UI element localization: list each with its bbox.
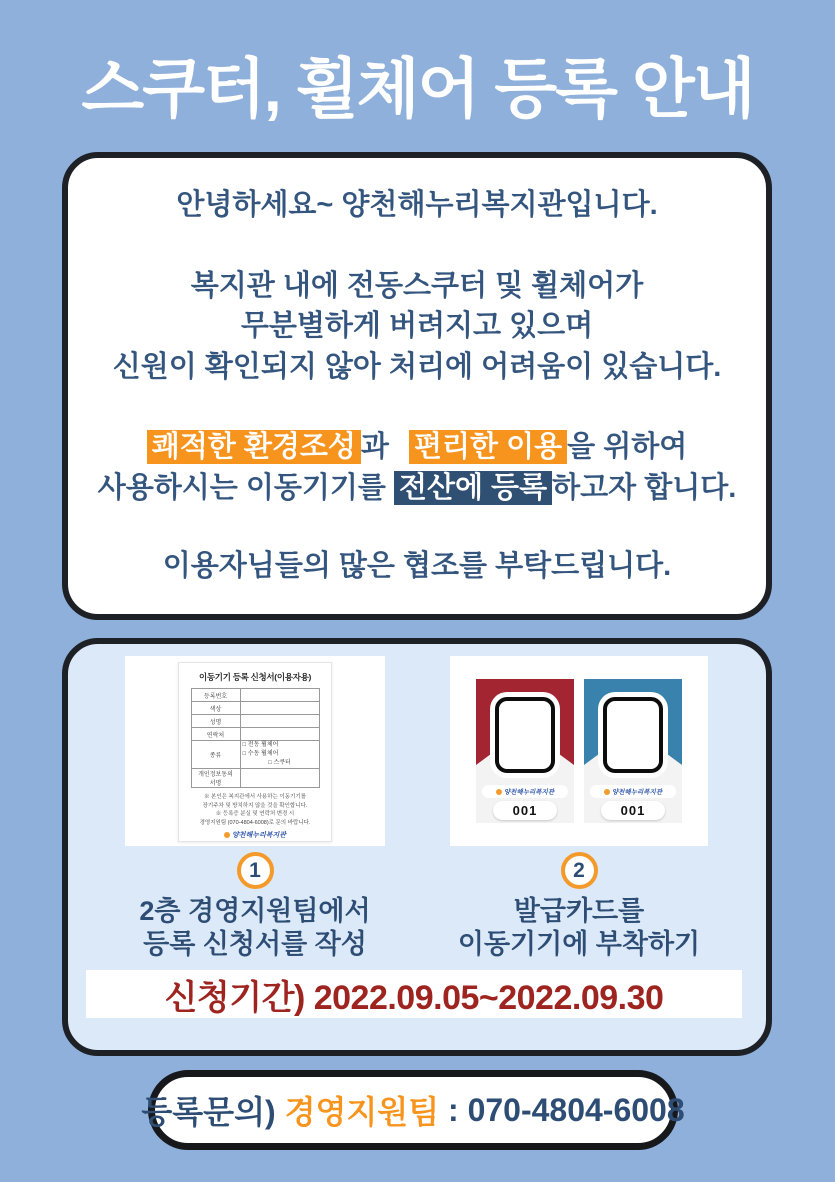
highlight-clean-environment: 쾌적한 환경조성: [147, 430, 361, 464]
step-2: [450, 852, 708, 961]
card-number: 001: [601, 801, 665, 820]
intro-box: [62, 152, 772, 620]
problem-line: 신원이 확인되지 않아 처리에 어려움이 있습니다.: [112, 350, 722, 383]
step-1-number-badge: 1: [237, 852, 274, 889]
step-1-caption: 등록 신청서를 작성: [143, 928, 367, 959]
greeting-text: 안녕하세요~ 양천해누리복지관입니다.: [176, 188, 658, 221]
registration-form: [178, 662, 332, 842]
purpose-tail: 하고자 합니다.: [552, 471, 737, 504]
problem-text: [68, 266, 766, 388]
card-photo-frame: [603, 697, 663, 773]
problem-line: 복지관 내에 전동스쿠터 및 휠체어가: [190, 269, 644, 302]
purpose-lead: 사용하시는 이동기기를: [97, 471, 394, 504]
logo-text: 양천해누리복지관: [231, 832, 287, 840]
form-row-label: 종류: [191, 741, 240, 769]
problem-line: 무분별하게 버려지고 있으며: [240, 310, 594, 343]
form-row-value: [240, 728, 319, 741]
form-row-value: [240, 689, 319, 702]
welfare-center-logo: [179, 830, 331, 840]
form-row-label: 연락처: [191, 728, 240, 741]
form-title: 이동기기 등록 신청서(이용자용): [198, 672, 312, 682]
page-title: 스쿠터, 휠체어 등록 안내: [81, 52, 754, 125]
contact-pill: [141, 1070, 685, 1150]
steps-box: [62, 638, 772, 1056]
purpose-tail: 을 위하여: [567, 431, 688, 464]
checkbox-option: □ 스쿠터: [268, 760, 291, 766]
sun-logo-icon: [496, 789, 502, 795]
application-period: 신청기간) 2022.09.05~2022.09.30: [86, 970, 742, 1018]
form-row-value: [240, 702, 319, 715]
highlight-convenient-use: 편리한 이용: [409, 430, 567, 464]
step-2-number-badge: 2: [561, 852, 598, 889]
step-2-caption: 발급카드를: [513, 896, 645, 926]
purpose-text: [68, 427, 766, 508]
closing-text: 이용자님들의 많은 협조를 부탁드립니다.: [162, 550, 672, 583]
form-row-label: 등록번호: [191, 689, 240, 702]
sun-logo-icon: [604, 789, 610, 795]
form-row-label: 개인정보동의 서명: [191, 769, 240, 788]
form-image-panel: [125, 656, 385, 846]
form-row-label: 색상: [191, 702, 240, 715]
registration-card-blue: [584, 679, 682, 823]
welfare-center-logo: [482, 785, 568, 798]
step-1-caption: 2층 경영지원팀에서: [139, 896, 371, 926]
card-image-panel: [450, 656, 708, 846]
logo-text: 양천해누리복지관: [611, 789, 663, 796]
registration-card-red: [476, 679, 574, 823]
highlight-register: 전산에 등록: [394, 471, 552, 505]
form-notes: ※ 본인은 복지관에서 사용하는 이동기기를 장기주차 및 방치하지 않을 것을 확인합니다. ※ 등록증 분실 및 연락처 변경 시 경영지원팀 (070-4804-6008)로 문의 바랍니다.: [199, 794, 311, 826]
form-type-options: [240, 741, 319, 769]
step-2-caption: 이동기기에 부착하기: [457, 928, 701, 959]
contact-phone: : 070-4804-6008: [439, 1091, 685, 1128]
form-row-value: [240, 769, 319, 788]
contact-prefix: 등록문의): [141, 1094, 285, 1130]
checkbox-option: □ 전동 휠체어: [242, 742, 279, 748]
card-number: 001: [493, 801, 557, 820]
form-row-value: [240, 715, 319, 728]
card-photo-frame: [495, 697, 555, 773]
step-1: [125, 852, 385, 961]
sun-logo-icon: [224, 832, 230, 838]
welfare-center-logo: [590, 785, 676, 798]
contact-team: 경영지원팀: [284, 1094, 440, 1130]
purpose-connector: 과: [360, 431, 389, 464]
form-row-label: 성명: [191, 715, 240, 728]
form-table: [191, 688, 320, 788]
logo-text: 양천해누리복지관: [503, 789, 555, 796]
checkbox-option: □ 수동 휠체어: [242, 751, 279, 757]
